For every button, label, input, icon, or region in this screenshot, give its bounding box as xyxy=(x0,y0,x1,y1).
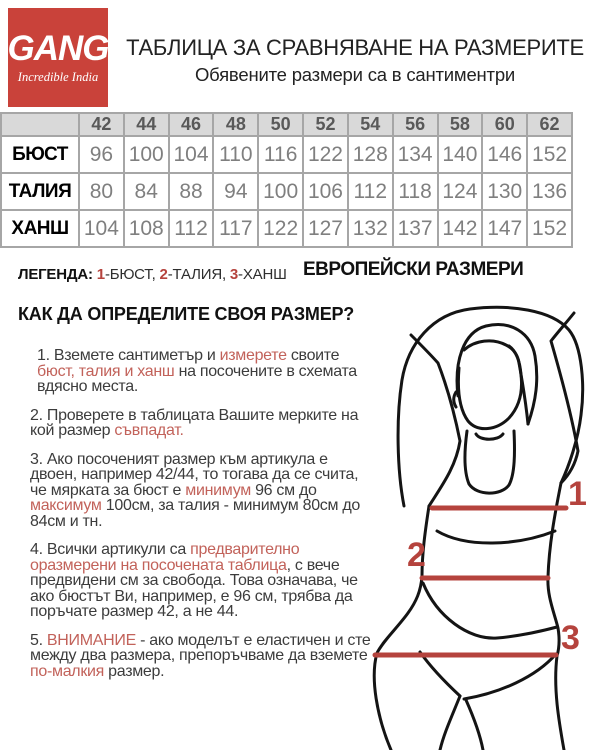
size-header-cell: 58 xyxy=(438,113,483,136)
size-table-row xyxy=(1,136,572,173)
step-text: своите xyxy=(286,347,340,364)
header xyxy=(110,35,600,86)
size-header-cell: 56 xyxy=(393,113,438,136)
size-header-cell: 48 xyxy=(213,113,258,136)
measure-label-bust: 1 xyxy=(568,475,587,513)
legend-item-number: 1 xyxy=(96,266,105,283)
size-value-cell: 132 xyxy=(348,210,393,247)
step-text: размер. xyxy=(104,662,165,680)
size-header-cell: 50 xyxy=(258,113,303,136)
row-label-cell: ТАЛИЯ xyxy=(1,173,79,210)
step-paragraph xyxy=(37,348,375,395)
size-value-cell: 146 xyxy=(482,136,527,173)
step-highlight-text: максимум xyxy=(30,497,102,514)
step-text: , с вече предвидени см за свобода. Това означава, че ако бюстът Ви, например, е 96 см, трябва да поръчате размер 42, а не 44. xyxy=(30,556,358,620)
step-paragraph xyxy=(30,452,375,530)
legend-items xyxy=(97,266,287,283)
size-header-cell: 62 xyxy=(527,113,572,136)
legend-label: ЛЕГЕНДА: xyxy=(18,266,93,283)
step-highlight-text: измерете xyxy=(219,347,287,364)
size-value-cell: 124 xyxy=(438,173,483,210)
size-value-cell: 96 xyxy=(79,136,124,173)
size-table-row xyxy=(1,173,572,210)
size-value-cell: 108 xyxy=(124,210,169,247)
figure-illustration xyxy=(370,300,600,750)
step-highlight-text: предварително оразмерени на посочената таблица xyxy=(30,541,300,574)
size-value-cell: 94 xyxy=(213,173,258,210)
size-value-cell: 122 xyxy=(258,210,303,247)
size-value-cell: 106 xyxy=(303,173,348,210)
legend xyxy=(18,266,287,283)
measure-label-hip: 3 xyxy=(561,619,580,657)
row-label-cell: БЮСТ xyxy=(1,136,79,173)
measure-label-waist: 2 xyxy=(407,536,426,574)
step-text: 100см, за талия - минимум 80см до 84см и тн. xyxy=(30,497,360,530)
size-table-body xyxy=(1,136,572,247)
step-text: 4. Всички артикули са xyxy=(30,541,191,558)
step-text: 5. xyxy=(30,631,47,649)
body-outline xyxy=(374,307,582,750)
legend-item-text: -БЮСТ, xyxy=(104,266,160,283)
size-value-cell: 80 xyxy=(79,173,124,210)
size-value-cell: 100 xyxy=(258,173,303,210)
size-header-cell: 60 xyxy=(482,113,527,136)
size-value-cell: 127 xyxy=(303,210,348,247)
size-value-cell: 147 xyxy=(482,210,527,247)
step-highlight-text: по-малкия xyxy=(30,662,105,680)
size-value-cell: 128 xyxy=(348,136,393,173)
legend-item-number: 2 xyxy=(159,266,168,283)
step-text: 2. Проверете в таблицата Вашите мерките на кой размер xyxy=(30,406,359,439)
size-value-cell: 100 xyxy=(124,136,169,173)
page-subtitle: Обявените размери са в сантиментри xyxy=(194,64,516,85)
size-header-cell: 54 xyxy=(348,113,393,136)
step-highlight-text: ВНИМАНИЕ xyxy=(46,631,136,649)
size-value-cell: 137 xyxy=(393,210,438,247)
how-to-steps xyxy=(30,348,375,692)
legend-item-number: 3 xyxy=(229,266,239,283)
size-value-cell: 140 xyxy=(438,136,483,173)
how-to-heading: КАК ДА ОПРЕДЕЛИТЕ СВОЯ РАЗМЕР? xyxy=(18,304,355,324)
page-title: ТАБЛИЦА ЗА СРАВНЯВАНЕ НА РАЗМЕРИТЕ xyxy=(126,35,584,60)
legend-item-text: -ХАНШ xyxy=(238,266,287,283)
size-value-cell: 136 xyxy=(527,173,572,210)
size-value-cell: 117 xyxy=(213,210,258,247)
step-text: - ако моделът е еластичен и сте между два размера, препоръчваме да вземете xyxy=(30,631,371,664)
brand-tagline: Incredible India xyxy=(17,69,99,84)
size-table-head xyxy=(1,113,572,136)
step-paragraph xyxy=(30,542,375,620)
size-value-cell: 112 xyxy=(348,173,393,210)
size-value-cell: 104 xyxy=(169,136,214,173)
brand-name: GANG xyxy=(7,28,109,68)
step-text: 3. Ако посоченият размер към артикула е двоен, например 42/44, то тогава да се счита, че мярката за бюст е xyxy=(30,450,359,499)
step-highlight-text: минимум xyxy=(185,481,251,499)
size-table-corner xyxy=(1,113,79,136)
size-header-cell: 46 xyxy=(169,113,214,136)
euro-sizes-title: ЕВРОПЕЙСКИ РАЗМЕРИ xyxy=(303,259,524,280)
woman-sketch xyxy=(370,300,600,750)
size-header-cell: 44 xyxy=(124,113,169,136)
size-table-row xyxy=(1,210,572,247)
size-header-cell: 52 xyxy=(303,113,348,136)
size-header-cell: 42 xyxy=(79,113,124,136)
row-label-cell: ХАНШ xyxy=(1,210,79,247)
step-paragraph xyxy=(30,633,375,680)
size-value-cell: 152 xyxy=(527,136,572,173)
step-text: 1. Вземете сантиметър и xyxy=(37,347,220,364)
size-value-cell: 152 xyxy=(527,210,572,247)
size-value-cell: 112 xyxy=(169,210,214,247)
brand-logo xyxy=(8,8,108,107)
size-value-cell: 142 xyxy=(438,210,483,247)
step-text: на посочените в схемата вдясно места. xyxy=(37,362,357,395)
size-table xyxy=(0,112,573,248)
size-value-cell: 116 xyxy=(258,136,303,173)
step-paragraph xyxy=(30,408,375,439)
size-value-cell: 110 xyxy=(213,136,258,173)
size-value-cell: 134 xyxy=(393,136,438,173)
step-highlight-text: бюст, талия и ханш xyxy=(37,362,175,380)
size-value-cell: 104 xyxy=(79,210,124,247)
size-value-cell: 130 xyxy=(482,173,527,210)
step-highlight-text: съвпадат. xyxy=(114,422,184,439)
step-text: 96 см до xyxy=(250,481,317,499)
size-value-cell: 118 xyxy=(393,173,438,210)
size-value-cell: 122 xyxy=(303,136,348,173)
size-value-cell: 88 xyxy=(169,173,214,210)
size-value-cell: 84 xyxy=(124,173,169,210)
legend-item-text: -ТАЛИЯ, xyxy=(167,266,230,283)
